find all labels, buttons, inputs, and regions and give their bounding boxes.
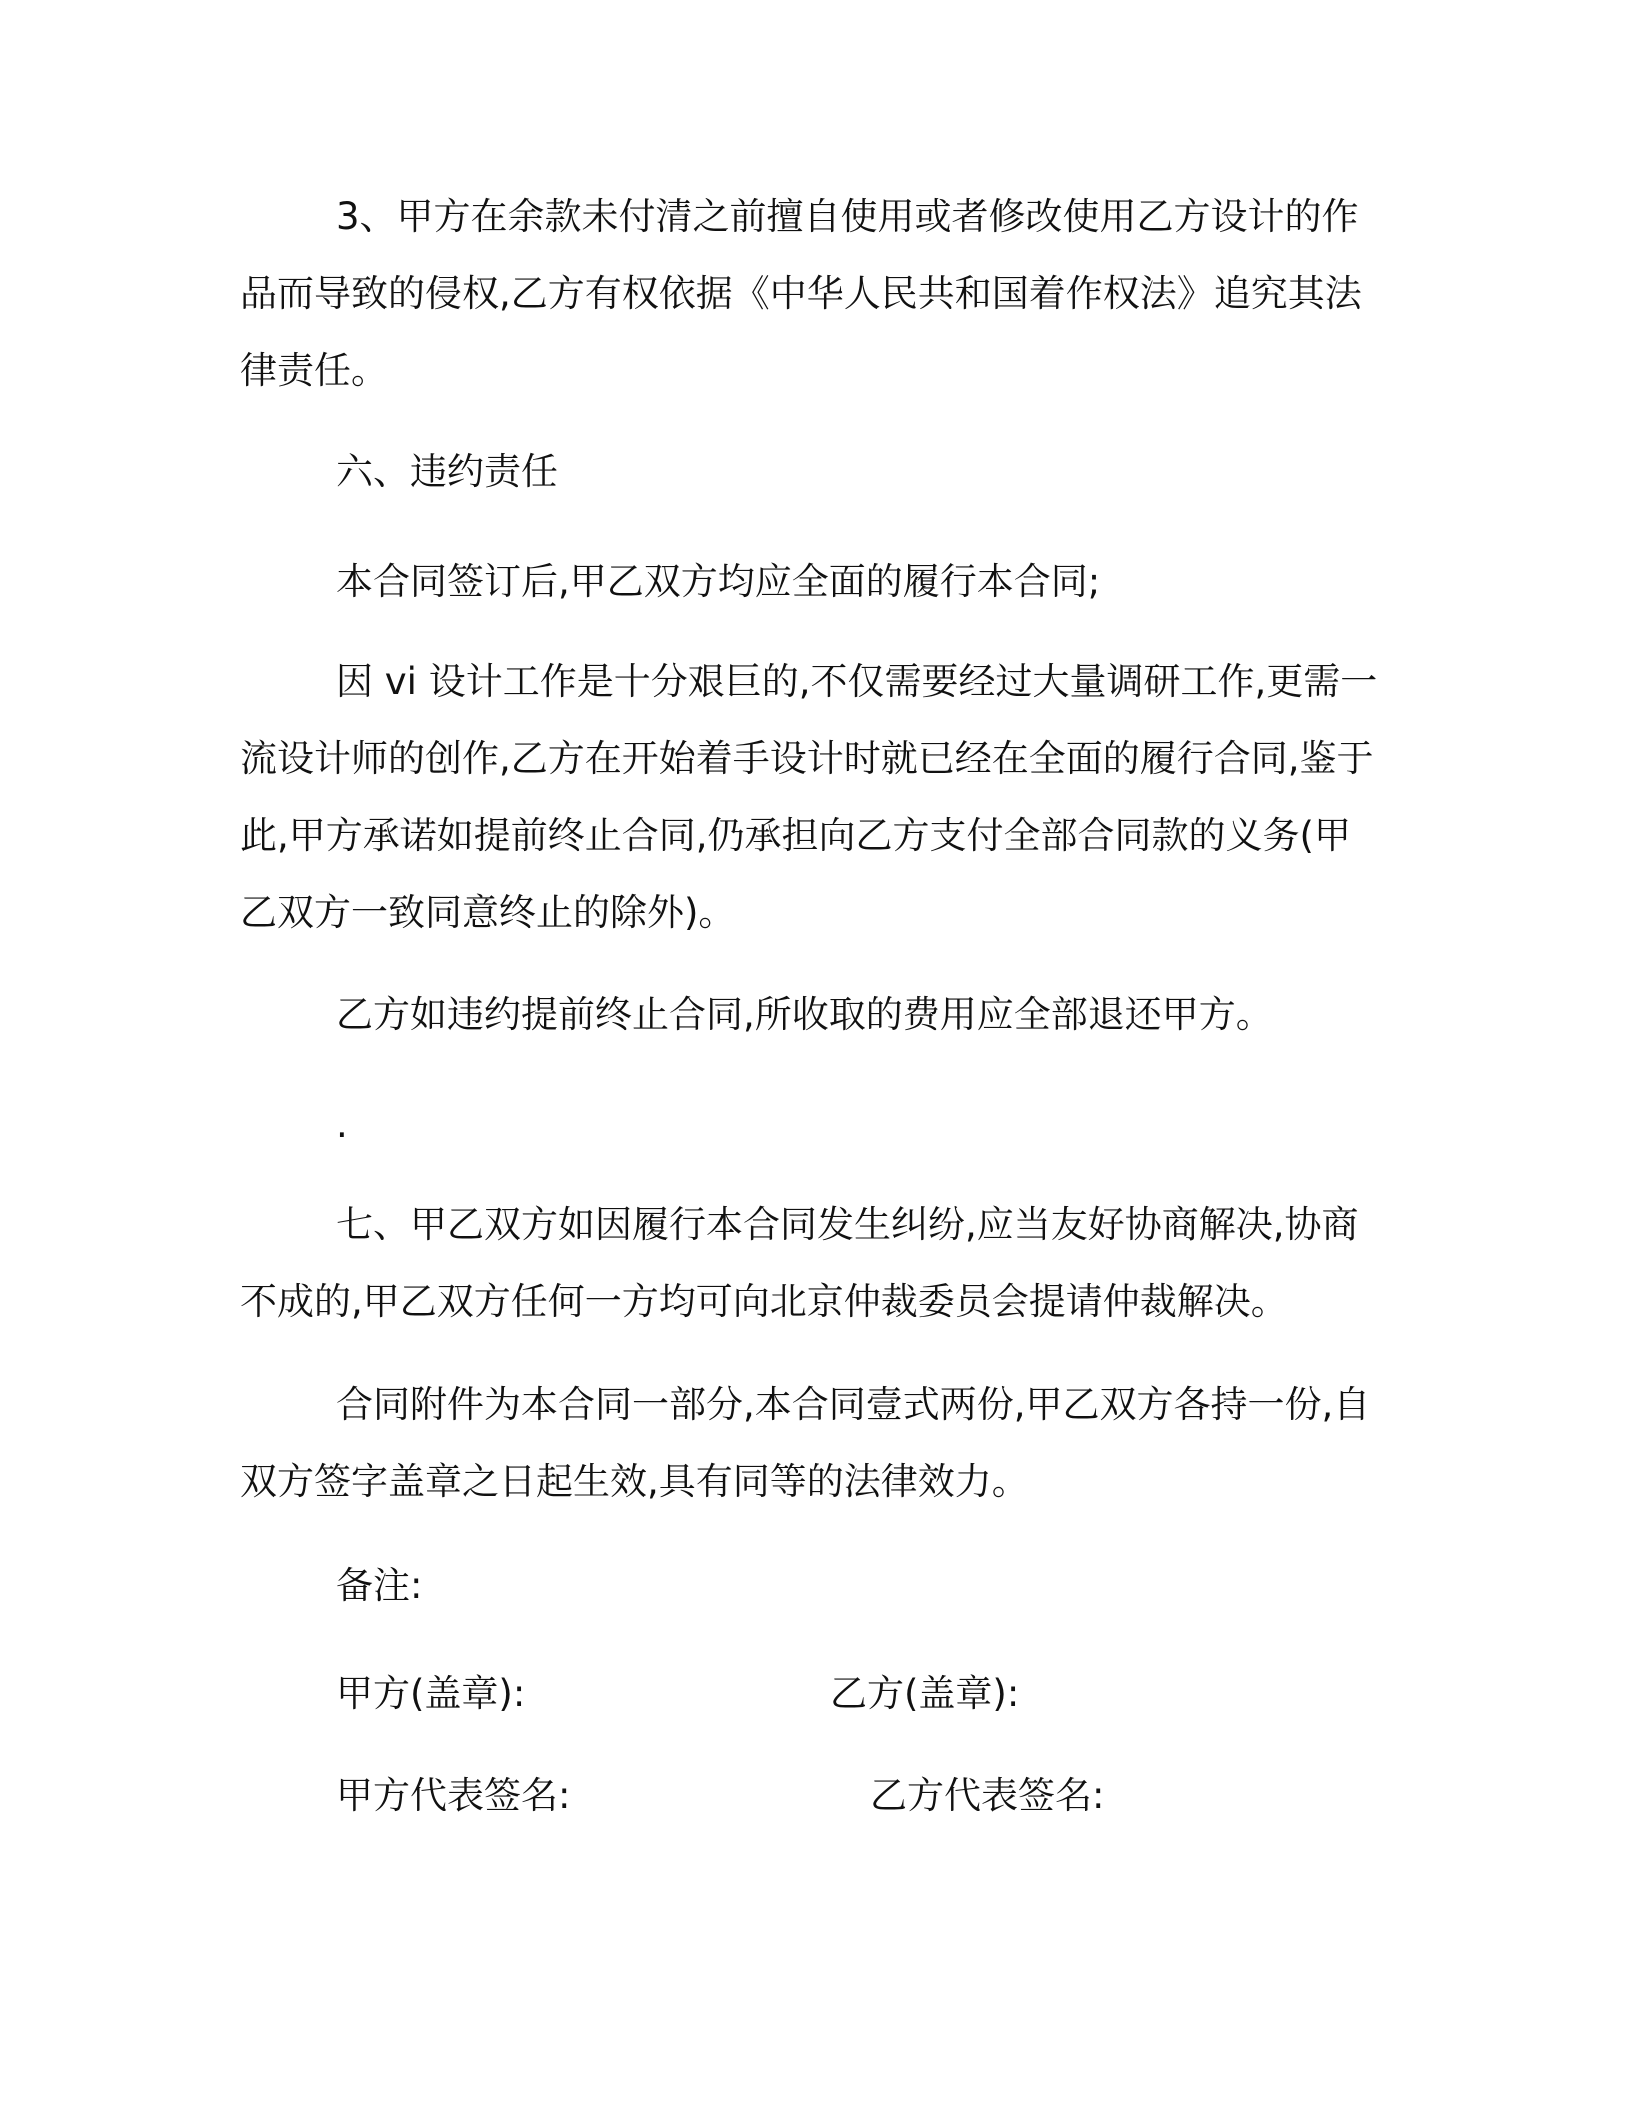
party-b-seal-label: 乙方(盖章):	[830, 1672, 1020, 1715]
remarks-label: 备注:	[336, 1564, 423, 1607]
attachment-paragraph: 合同附件为本合同一部分,本合同壹式两份,甲乙双方各持一份,自双方签字盖章之日起生效,具有同等的法律效力。	[240, 1383, 1371, 1503]
section-6-paragraph-2: 因 vi 设计工作是十分艰巨的,不仅需要经过大量调研工作,更需一流设计师的创作,乙方在开始着手设计时就已经在全面的履行合同,鉴于此,甲方承诺如提前终止合同,仍承担向乙方支付全部合同款的义务(甲乙双方一致同意终止的除外)。	[240, 660, 1378, 934]
party-b-representative-label: 乙方代表签名:	[870, 1774, 1105, 1817]
section-7-paragraph: 七、甲乙双方如因履行本合同发生纠纷,应当友好协商解决,协商不成的,甲乙双方任何一方均可向北京仲裁委员会提请仲裁解决。	[240, 1203, 1359, 1323]
section-6-paragraph-1: 本合同签订后,甲乙双方均应全面的履行本合同;	[336, 560, 1101, 603]
party-a-seal-label: 甲方(盖章):	[336, 1672, 526, 1715]
party-a-representative-label: 甲方代表签名:	[336, 1774, 571, 1817]
section-6-paragraph-3: 乙方如违约提前终止合同,所收取的费用应全部退还甲方。	[336, 993, 1273, 1036]
section-6-heading: 六、违约责任	[336, 450, 558, 493]
dot-marker: .	[336, 1103, 348, 1146]
clause-3-paragraph: 3、甲方在余款未付清之前擅自使用或者修改使用乙方设计的作品而导致的侵权,乙方有权依据《中华人民共和国着作权法》追究其法律责任。	[240, 195, 1362, 392]
